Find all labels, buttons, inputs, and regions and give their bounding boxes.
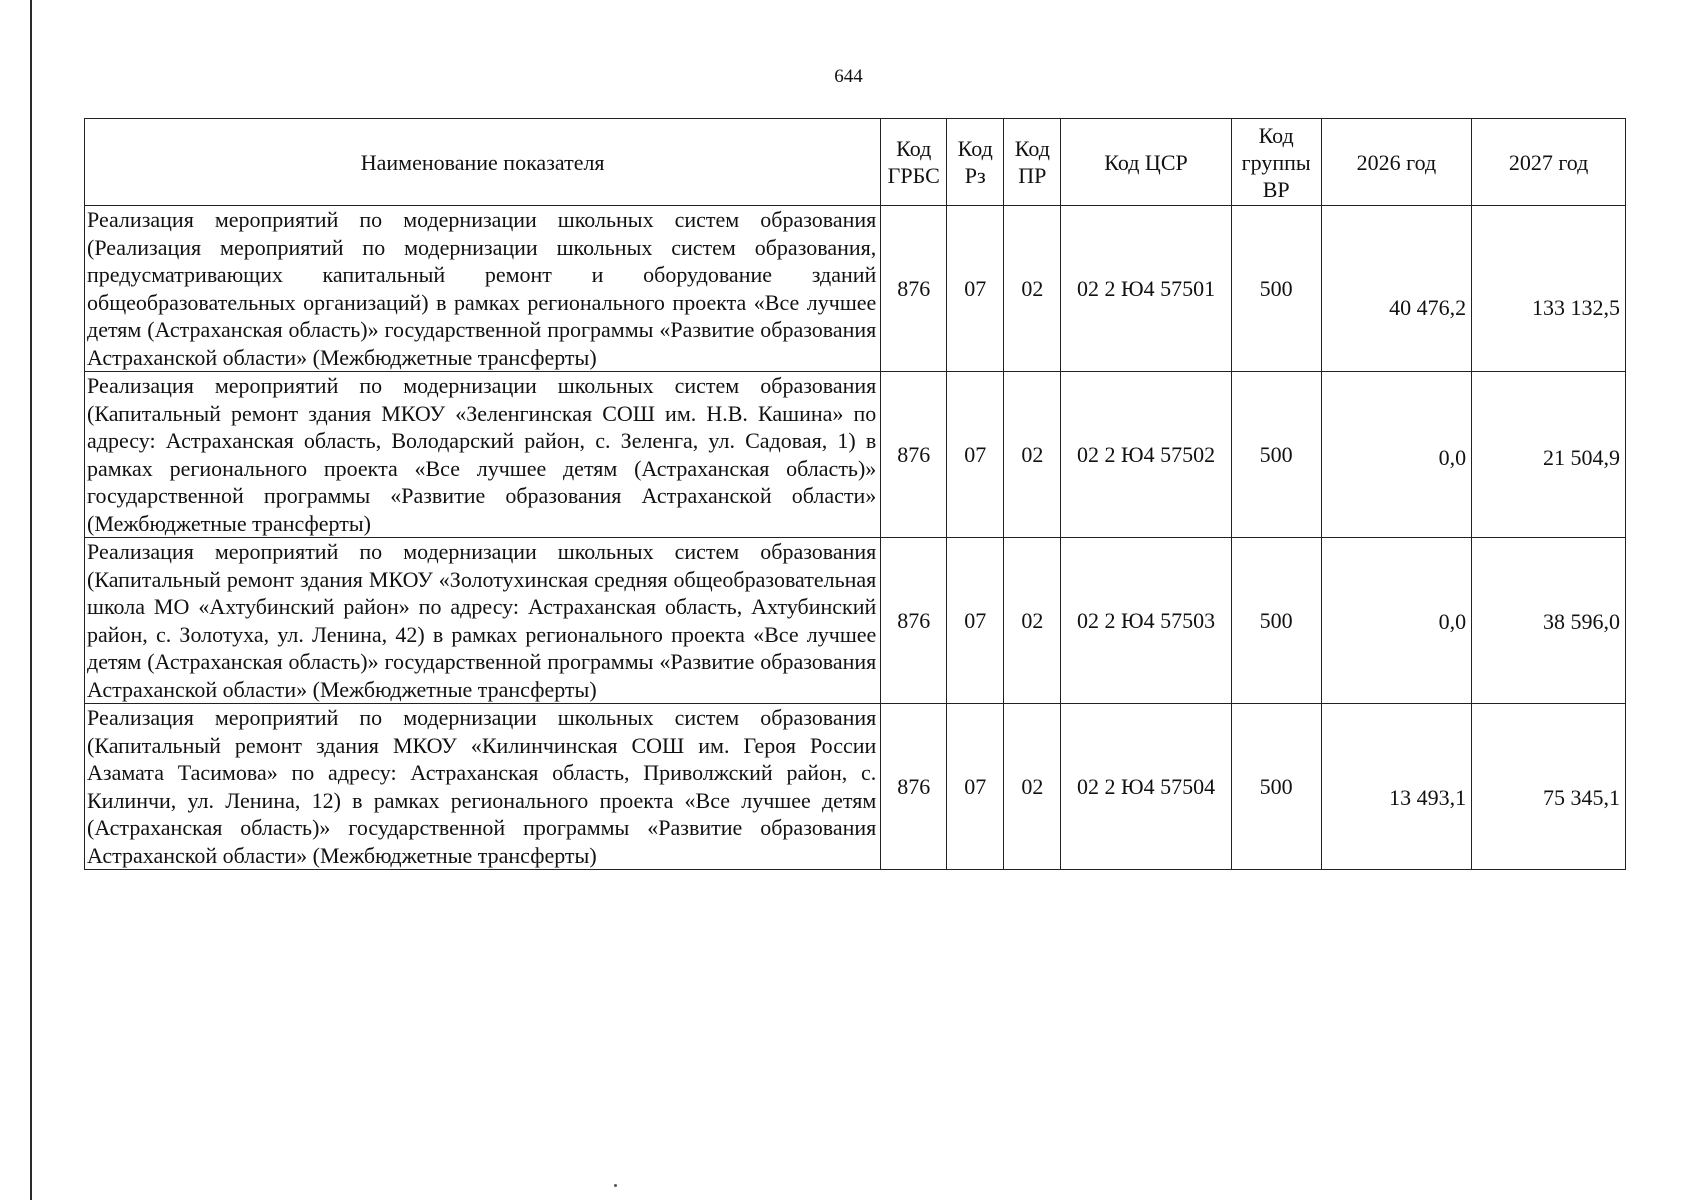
row-pr-cell: 02 — [1004, 206, 1061, 372]
table-row — [85, 704, 1626, 870]
row-vr-cell: 500 — [1231, 538, 1321, 704]
row-pr-cell: 02 — [1004, 538, 1061, 704]
table-row — [85, 372, 1626, 538]
table-header-row — [85, 119, 1626, 206]
row-rz-cell: 07 — [947, 372, 1004, 538]
row-2027-cell: 75 345,1 — [1472, 704, 1626, 870]
header-csr: Код ЦСР — [1061, 119, 1231, 206]
row-2027-cell: 21 504,9 — [1472, 372, 1626, 538]
row-grbs-cell: 876 — [881, 372, 947, 538]
row-name-cell: Реализация мероприятий по модернизации школьных систем образования (Капитальный ремонт здания МКОУ «Зеленгинская СОШ им. Н.В. Кашина» по адресу: Астраханская область, Володарский район, с. Зеленга, ул. Садовая, 1) в рамках регионального проекта «Все лучшее детям (Астраханская область)» государственной программы «Развитие образования Астраханской области» (Межбюджетные трансферты) — [85, 372, 881, 538]
row-vr-cell: 500 — [1231, 206, 1321, 372]
row-name-cell: Реализация мероприятий по модернизации школьных систем образования (Капитальный ремонт здания МКОУ «Золотухинская средняя общеобразовательная школа МО «Ахтубинский район» по адресу: Астраханская область, Ахтубинский район, с. Золотуха, ул. Ленина, 42) в рамках регионального проекта «Все лучшее детям (Астраханская область)» государственной программы «Развитие образования Астраханской области» (Межбюджетные трансферты) — [85, 538, 881, 704]
page-number: 644 — [834, 66, 863, 87]
row-rz-cell: 07 — [947, 704, 1004, 870]
row-rz-cell: 07 — [947, 206, 1004, 372]
header-pr: Код ПР — [1004, 119, 1061, 206]
header-vr: Код группы ВР — [1231, 119, 1321, 206]
row-vr-cell: 500 — [1231, 704, 1321, 870]
row-csr-cell: 02 2 Ю4 57503 — [1061, 538, 1231, 704]
row-pr-cell: 02 — [1004, 704, 1061, 870]
row-pr-cell: 02 — [1004, 372, 1061, 538]
budget-table — [84, 118, 1626, 870]
header-name: Наименование показателя — [85, 119, 881, 206]
row-grbs-cell: 876 — [881, 206, 947, 372]
row-2026-cell: 0,0 — [1321, 538, 1471, 704]
header-2026: 2026 год — [1321, 119, 1471, 206]
row-rz-cell: 07 — [947, 538, 1004, 704]
header-rz: Код Рз — [947, 119, 1004, 206]
row-csr-cell: 02 2 Ю4 57501 — [1061, 206, 1231, 372]
table-row — [85, 206, 1626, 372]
row-2026-cell: 40 476,2 — [1321, 206, 1471, 372]
header-grbs: Код ГРБС — [881, 119, 947, 206]
header-2027: 2027 год — [1472, 119, 1626, 206]
row-2026-cell: 0,0 — [1321, 372, 1471, 538]
row-grbs-cell: 876 — [881, 538, 947, 704]
row-2027-cell: 38 596,0 — [1472, 538, 1626, 704]
scan-speck — [614, 1184, 617, 1187]
row-2027-cell: 133 132,5 — [1472, 206, 1626, 372]
row-csr-cell: 02 2 Ю4 57502 — [1061, 372, 1231, 538]
row-name-cell: Реализация мероприятий по модернизации школьных систем образования (Капитальный ремонт здания МКОУ «Килинчинская СОШ им. Героя России Азамата Тасимова» по адресу: Астраханская область, Приволжский район, с. Килинчи, ул. Ленина, 12) в рамках регионального проекта «Все лучшее детям (Астраханская область)» государственной программы «Развитие образования Астраханской области» (Межбюджетные трансферты) — [85, 704, 881, 870]
row-2026-cell: 13 493,1 — [1321, 704, 1471, 870]
table-row — [85, 538, 1626, 704]
row-name-cell: Реализация мероприятий по модернизации школьных систем образования (Реализация мероприятий по модернизации школьных систем образования, предусматривающих капитальный ремонт и оборудование зданий общеобразовательных организаций) в рамках регионального проекта «Все лучшее детям (Астраханская область)» государственной программы «Развитие образования Астраханской области» (Межбюджетные трансферты) — [85, 206, 881, 372]
row-grbs-cell: 876 — [881, 704, 947, 870]
scan-edge-line — [30, 0, 32, 1200]
row-vr-cell: 500 — [1231, 372, 1321, 538]
row-csr-cell: 02 2 Ю4 57504 — [1061, 704, 1231, 870]
